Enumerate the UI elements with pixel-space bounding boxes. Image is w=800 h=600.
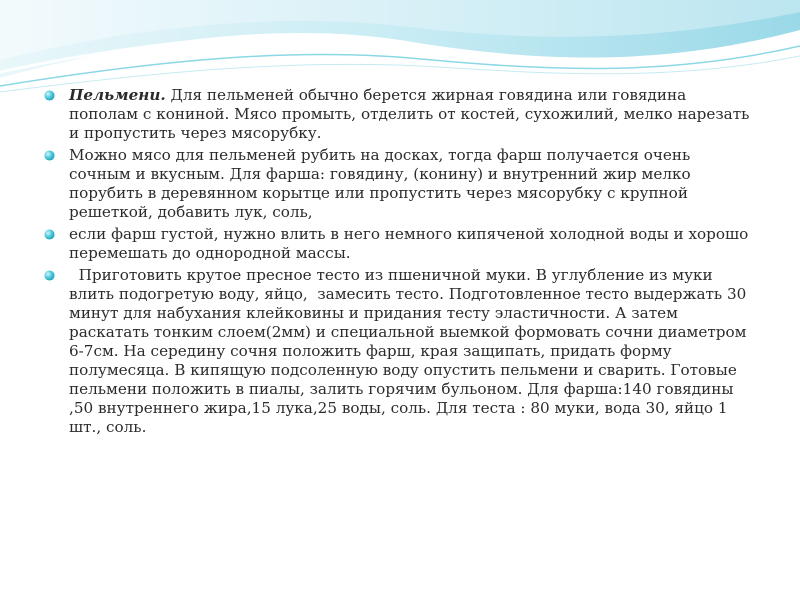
bullet-sphere-icon xyxy=(44,90,55,101)
paragraph-text: если фарш густой, нужно влить в него немного кипяченой холодной воды и хорошо перемешать до однородной массы. xyxy=(69,225,749,262)
paragraph-text: Приготовить крутое пресное тесто из пшеничной муки. В углубление из муки влить подогретую воду, яйцо, замесить тесто. Подготовленное тесто выдержать 30 минут для набухания клейковины и придания тесту эластичности. А затем раскатать тонким слоем(2мм) и специальной выемкой формовать сочни диаметром 6-7см. На середину сочня положить фарш, края защипать, придать форму полумесяца. В кипящую подсоленную воду опустить пельмени и сварить. Готовые пельмени положить в пиалы, залить горячим бульоном. Для фарша:140 говядины ,50 внутреннего жира,15 лука,25 воды, соль. Для теста : 80 муки, вода 30, яйцо 1 шт., соль. xyxy=(69,266,752,436)
paragraph-water xyxy=(42,225,752,263)
paragraph-pelmeni xyxy=(42,86,752,143)
paragraph-text: Можно мясо для пельменей рубить на досках, тогда фарш получается очень сочным и вкусным. Для фарша: говядину, (конину) и внутренний жир мелко порубить в деревянном корытце или пропустить через мясорубку с крупной решеткой, добавить лук, соль, xyxy=(69,146,691,221)
bullet-sphere-icon xyxy=(44,229,55,240)
bullet-sphere-icon xyxy=(44,150,55,161)
paragraph-text: Для пельменей обычно берется жирная говядина или говядина пополам с кониной. Мясо промыть, отделить от костей, сухожилий, мелко нарезать и пропустить через мясорубку. xyxy=(69,86,750,142)
paragraph-mince xyxy=(42,146,752,222)
bullet-sphere-icon xyxy=(44,270,55,281)
slide-body xyxy=(42,86,752,440)
paragraph-dough xyxy=(42,266,752,437)
paragraph-lead: Пельмени. xyxy=(69,86,166,104)
